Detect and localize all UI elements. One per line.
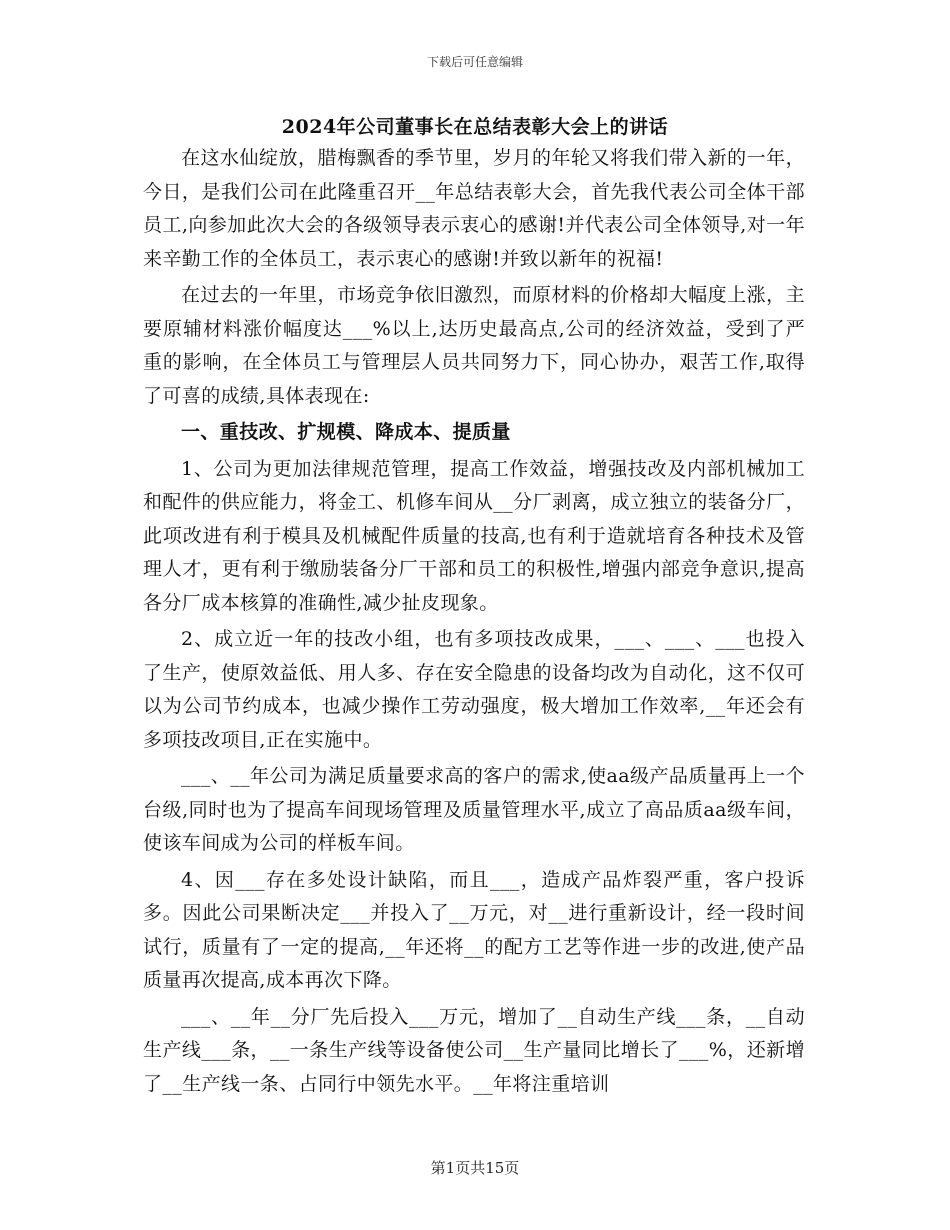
paragraph-past-year: 在过去的一年里，市场竞争依旧激烈，而原材料的价格却大幅度上涨，主要原辅材料涨价幅度达___%以上,达历史最高点,公司的经济效益，受到了严重的影响，在全体员工与管理层人员共同努力下，同心协办，艰苦工作,取得了可喜的成绩,具体表现在: xyxy=(143,284,805,407)
document-body xyxy=(143,142,805,1104)
page-footer: 第1页共15页 xyxy=(430,1159,520,1177)
paragraph-item-4: 4、因___存在多处设计缺陷，而且___，造成产品炸裂严重，客户投诉多。因此公司果断决定___并投入了__万元，对__进行重新设计，经一段时间试行，质量有了一定的提高,__年还将__的配方工艺等作进一步的改进,使产品质量再次提高,成本再次下降。 xyxy=(143,868,805,991)
paragraph-item-2: 2、成立近一年的技改小组，也有多项技改成果，___、___、___也投入了生产，使原效益低、用人多、存在安全隐患的设备均改为自动化，这不仅可以为公司节约成本，也减少操作工劳动强度，极大增加工作效率,__年还会有多项技改项目,正在实施中。 xyxy=(143,628,805,751)
document-title: 2024年公司董事长在总结表彰大会上的讲话 xyxy=(281,116,669,138)
paragraph-item-1: 1、公司为更加法律规范管理，提高工作效益，增强技改及内部机械加工和配件的供应能力，将金工、机修车间从__分厂剥离，成立独立的装备分厂，此项改进有利于模具及机械配件质量的技高,也有利于造就培育各种技术及管理人才，更有利于缴励装备分厂干部和员工的积极性,增强内部竞争意识,提高各分厂成本核算的准确性,减少扯皮现象。 xyxy=(143,457,805,614)
paragraph-item-5: ___、__年__分厂先后投入___万元，增加了__自动生产线___条，__自动生产线___条，__一条生产线等设备使公司__生产量同比增长了___%，还新增了__生产线一条、占同行中领先水平。__年将注重培训 xyxy=(143,1005,805,1095)
header-note: 下载后可任意编辑 xyxy=(426,55,523,69)
paragraph-item-3: ___、__年公司为满足质量要求高的客户的需求,使aa级产品质量再上一个台级,同时也为了提高车间现场管理及质量管理水平,成立了高品质aa级车间，使该车间成为公司的样板车间。 xyxy=(143,765,805,854)
section-heading: 一、重技改、扩规模、降成本、提质量 xyxy=(181,421,511,443)
paragraph-opening: 在这水仙绽放，腊梅飘香的季节里，岁月的年轮又将我们带入新的一年，今日，是我们公司在此隆重召开__年总结表彰大会，首先我代表公司全体干部员工,向参加此次大会的各级领导表示衷心的感谢!并代表公司全体领导,对一年来辛勤工作的全体员工，表示衷心的感谢!并致以新年的祝福! xyxy=(143,147,805,270)
